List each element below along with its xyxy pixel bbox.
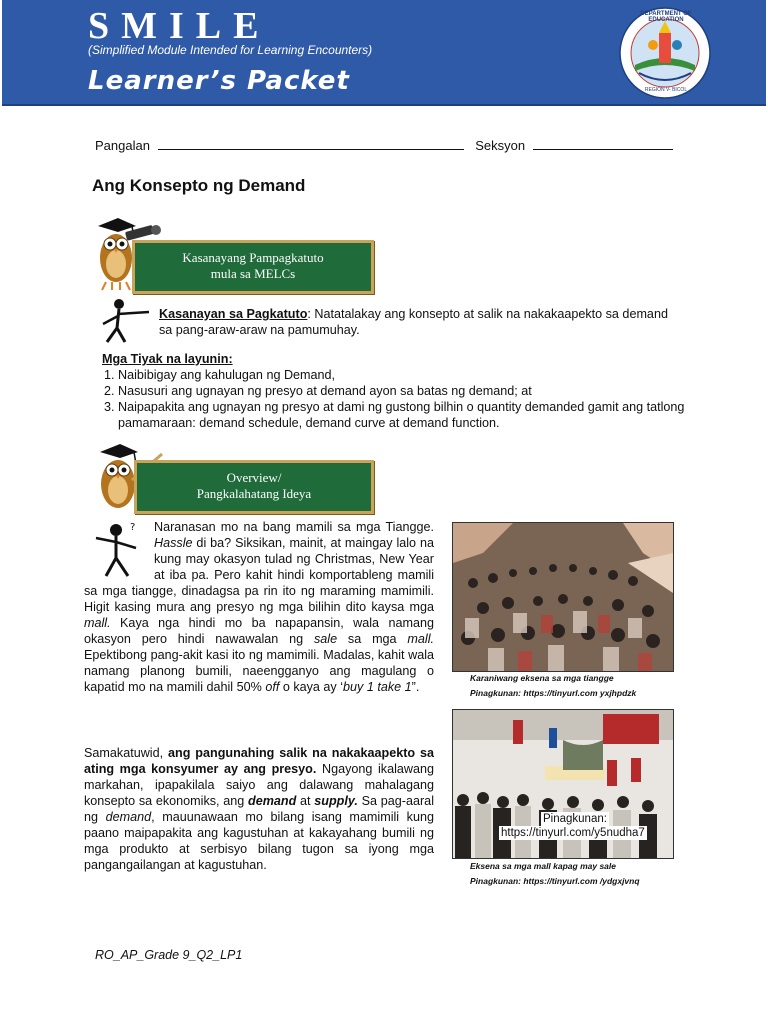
photo1-caption: Karaniwang eksena sa mga tiangge xyxy=(470,673,614,683)
tiangge-crowd-photo xyxy=(452,522,674,672)
page-footer: RO_AP_Grade 9_Q2_LP1 xyxy=(95,948,243,962)
stick-figure-pointing-icon xyxy=(97,296,155,346)
packet-title: Learner’s Packet xyxy=(88,66,350,96)
svg-text:?: ? xyxy=(130,522,136,533)
seal-text: DEPARTMENT OF EDUCATION xyxy=(640,11,692,23)
section-field[interactable] xyxy=(533,137,673,150)
header-banner xyxy=(2,0,766,106)
photo2-source: Pinagkunan: https://tinyurl.com /ydgxjvnq xyxy=(470,876,640,886)
objective-item: 2. Nasusuri ang ugnayan ng presyo at demand ayon sa batas ng demand; at xyxy=(118,383,686,399)
name-field[interactable] xyxy=(158,137,464,150)
overview-paragraph-1: Naranasan mo na bang mamili sa mga Tiangge. Hassle di ba? Siksikan, mainit, at maingay lalo na kung may okasyon tulad ng Christmas, New Year at iba pa. Pero kahit hindi komportableng mamili sa mga tiangge, dinadagsa pa rin ito ng maraming mamimili. Higit kasing mura ang presyo ng mga bilihin dito kaysa mga mall. Kaya nga hindi mo ba napapansin, wala namang okasyon pero hindi nawawalan ng sale sa mga mall. Epektibong pang-akit kasi ito ng mamimili. Madalas, kahit wala namang planong bumili, naeengganyo ang magulang o kapatid mo na mamili dahil 50% off o kaya ay ‘buy 1 take 1”. xyxy=(84,520,434,694)
section-label: Seksyon xyxy=(475,138,526,153)
competency-label: Kasanayan sa Pagkatuto xyxy=(159,307,308,321)
name-label: Pangalan xyxy=(95,138,150,153)
objective-item: 3. Naipapakita ang ugnayan ng presyo at dami ng gustong bilhin o quantity demanded gamit ang tatlong pamamaraan: demand schedule, demand curve at demand function. xyxy=(118,399,686,431)
overview-board-line2: Pangkalahatang Ideya xyxy=(196,486,312,501)
overview-board-line1: Overview/ xyxy=(226,470,282,485)
melcs-board-line1: Kasanayang Pampagkatuto xyxy=(182,250,324,265)
competency-text xyxy=(159,306,669,338)
competency-description: : Natatalakay ang konsepto at salik na nakakaapekto sa demand sa pang-araw-araw na pamumuhay. xyxy=(159,307,668,337)
objectives xyxy=(96,351,686,431)
melcs-board-line2: mula sa MELCs xyxy=(210,266,296,281)
overview-paragraph-2: Samakatuwid, ang pangunahing salik na nakakaapekto sa ating mga konsyumer ay ang presyo. Ngayong ikalawang markahan, ipapakilala saiyo ang dalawang mahalagang konsepto sa ekonomiks, ang demand at supply. Sa pag-aaral ng demand, mauunawaan mo bilang isang mamimili kung paano maipapakita ang kagustuhan at kakayahang bumili ng mga produkto at serbisyo bilang tugon sa iyong mga pangangailangan at kagustuhan. xyxy=(84,746,434,872)
photo1-source: Pinagkunan: https://tinyurl.com yxjhpdzk xyxy=(470,688,637,698)
objective-item: 1. Naibibigay ang kahulugan ng Demand, xyxy=(118,367,686,383)
melcs-board xyxy=(132,240,374,294)
objectives-heading: Mga Tiyak na layunin: xyxy=(102,352,233,366)
brand-subtitle: (Simplified Module Intended for Learning Encounters) xyxy=(88,43,373,57)
page-title: Ang Konsepto ng Demand xyxy=(92,176,306,195)
photo2-overlay-url: https://tinyurl.com/y5nudha7 xyxy=(501,827,645,839)
seal-region: REGION V- BICOL xyxy=(644,87,688,93)
name-section-row xyxy=(95,137,673,153)
overview-board xyxy=(134,460,374,514)
brand-title: SMILE xyxy=(88,5,271,47)
photo2-overlay-label: Pinagkunan: xyxy=(543,813,607,825)
photo2-caption: Eksena sa mga mall kapag may sale xyxy=(470,861,617,871)
